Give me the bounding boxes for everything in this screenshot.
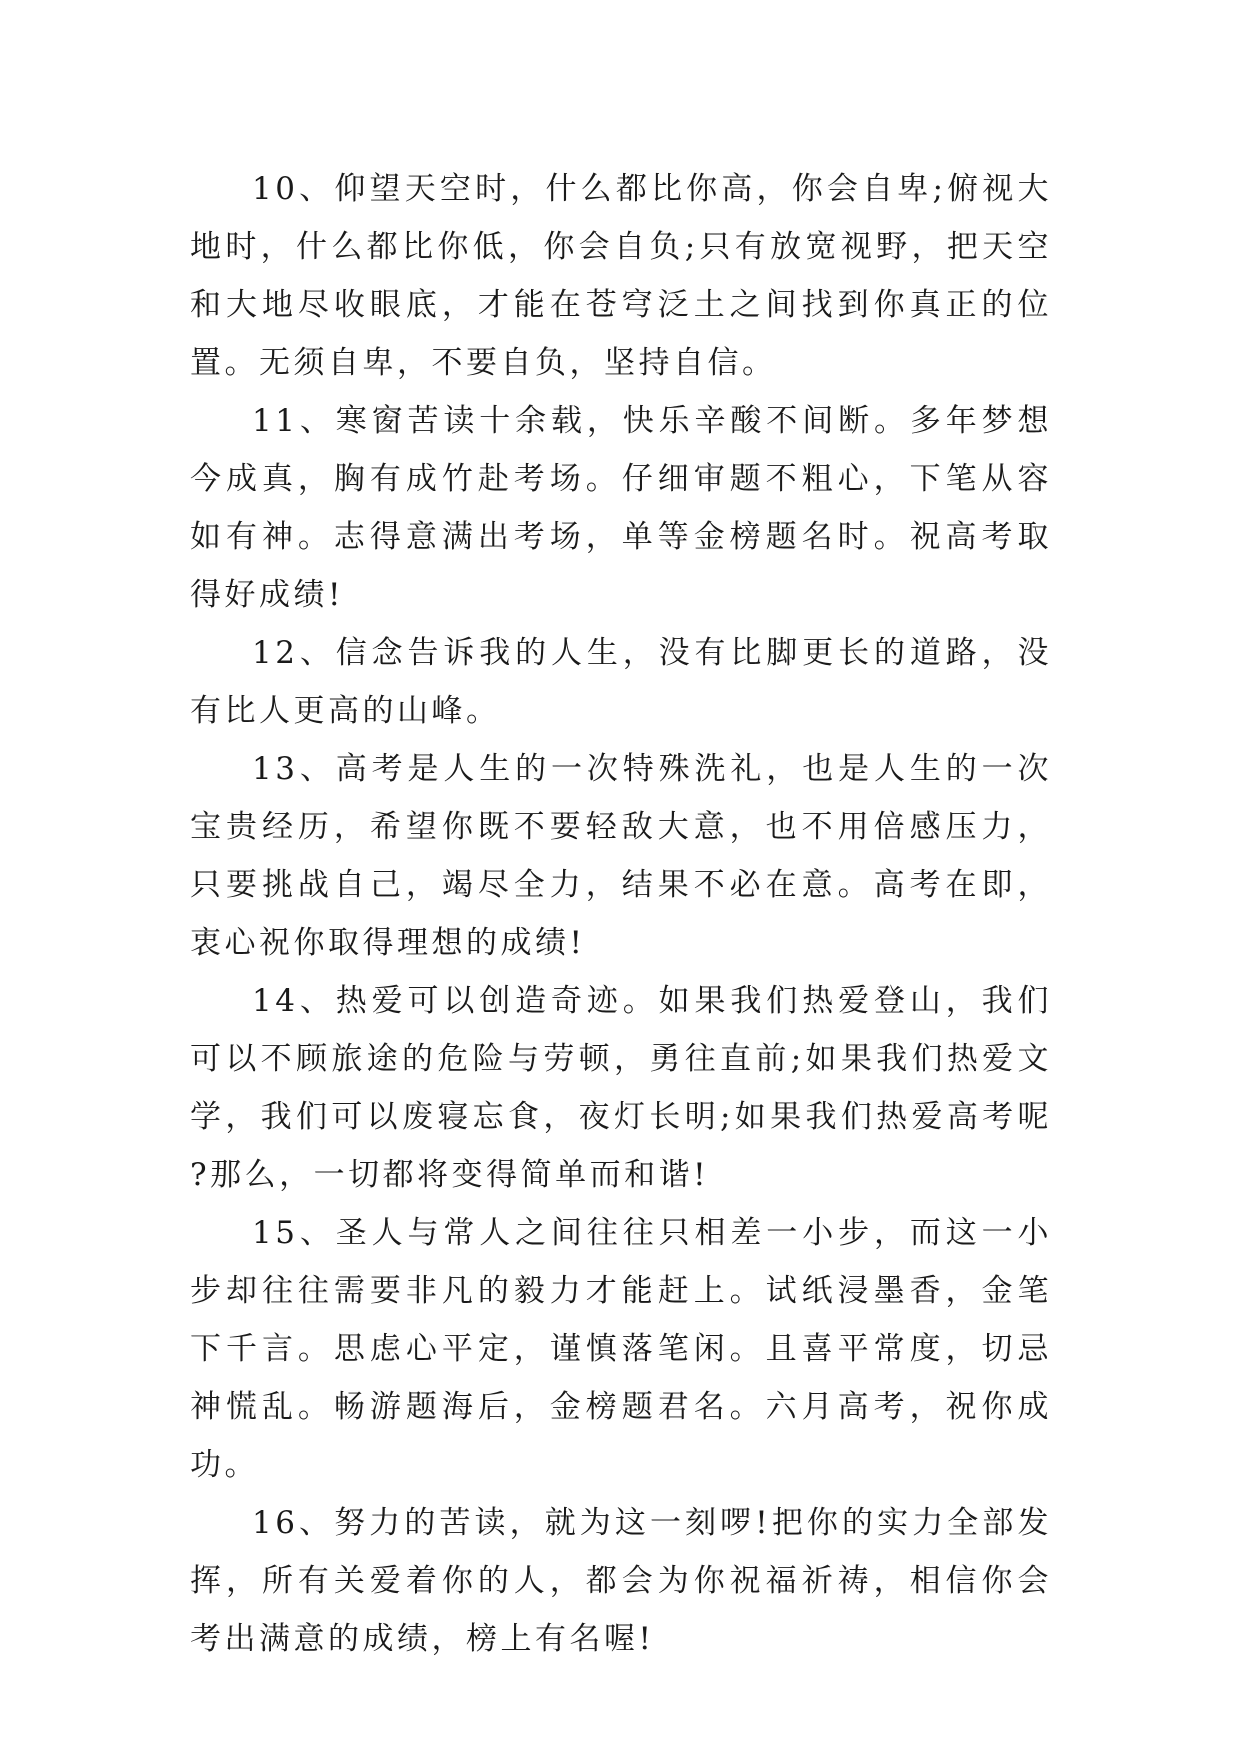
paragraph-13: 13、高考是人生的一次特殊洗礼，也是人生的一次宝贵经历，希望你既不要轻敌大意，也不用倍感压力，只要挑战自己，竭尽全力，结果不必在意。高考在即，衷心祝你取得理想的成绩! xyxy=(190,751,1052,961)
paragraph-14: 14、热爱可以创造奇迹。如果我们热爱登山，我们可以不顾旅途的危险与劳顿，勇往直前;如果我们热爱文学，我们可以废寝忘食，夜灯长明;如果我们热爱高考呢?那么，一切都将变得简单而和谐! xyxy=(190,983,1052,1193)
document-body xyxy=(190,160,1052,1668)
paragraph-10: 10、仰望天空时，什么都比你高，你会自卑;俯视大地时，什么都比你低，你会自负;只有放宽视野，把天空和大地尽收眼底，才能在苍穹泛土之间找到你真正的位置。无须自卑，不要自负，坚持自信。 xyxy=(190,171,1052,381)
paragraph-15: 15、圣人与常人之间往往只相差一小步，而这一小步却往往需要非凡的毅力才能赶上。试纸浸墨香，金笔下千言。思虑心平定，谨慎落笔闲。且喜平常度，切忌神慌乱。畅游题海后，金榜题君名。六月高考，祝你成功。 xyxy=(190,1215,1052,1483)
paragraph-12: 12、信念告诉我的人生，没有比脚更长的道路，没有比人更高的山峰。 xyxy=(190,635,1052,729)
paragraph-16: 16、努力的苦读，就为这一刻啰!把你的实力全部发挥，所有关爱着你的人，都会为你祝福祈祷，相信你会考出满意的成绩，榜上有名喔! xyxy=(190,1505,1052,1657)
paragraph-11: 11、寒窗苦读十余载，快乐辛酸不间断。多年梦想今成真，胸有成竹赴考场。仔细审题不粗心，下笔从容如有神。志得意满出考场，单等金榜题名时。祝高考取得好成绩! xyxy=(190,403,1052,613)
